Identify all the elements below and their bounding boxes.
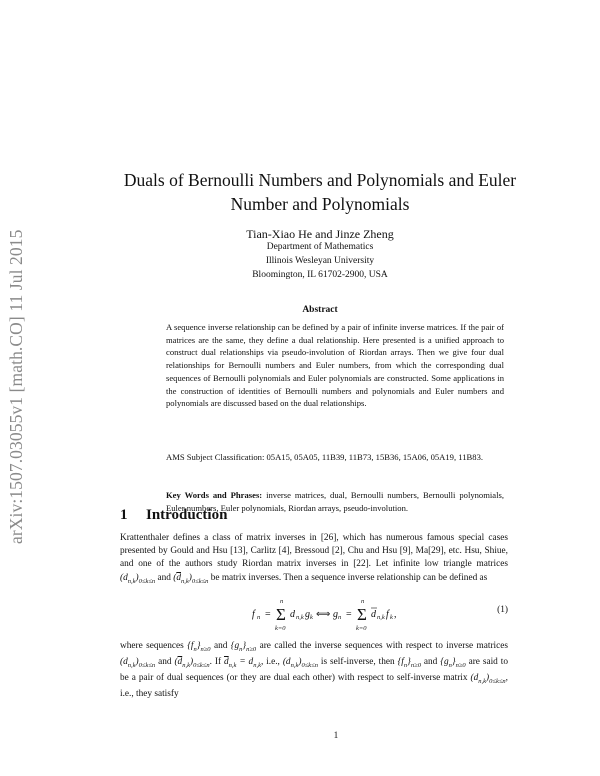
math-inline: $(\overline{d}_{n,k})_{0\le k\le n}$: [173, 572, 209, 585]
svg-text:Σ: Σ: [357, 605, 367, 624]
svg-text:n: n: [361, 598, 365, 605]
keywords-list: inverse matrices, dual, Bernoulli numbers, Bernoulli polynomials, Euler numbers, Euler polynomials, Riordan arrays, pseudo-involution.: [166, 490, 504, 513]
svg-text:,: ,: [394, 609, 397, 620]
section-title: Introduction: [146, 507, 228, 523]
affiliation-department: Department of Mathematics: [266, 242, 374, 252]
svg-text:f: f: [386, 609, 389, 620]
svg-text:f: f: [252, 609, 255, 620]
svg-text:g: g: [333, 609, 338, 620]
intro-text: are said to be a pair of dual sequences (or they are dual each other) with respect to self-inverse matrix: [120, 657, 508, 684]
intro-text: and: [155, 657, 175, 668]
math-inline: $(d_{n,k})_{0\le k\le n}$: [282, 657, 318, 669]
equation-number: (1): [497, 605, 508, 615]
paper-title: Duals of Bernoulli Numbers and Polynomials and Euler Number and Polynomials: [123, 170, 517, 214]
svg-text:n: n: [280, 598, 284, 605]
intro-text: and: [210, 641, 231, 651]
math-inline: $\{f_n\}_{n\ge 0}$: [397, 657, 421, 669]
svg-text:n: n: [257, 614, 261, 621]
keywords-label: Key Words and Phrases:: [166, 490, 263, 500]
abstract-heading: Abstract: [302, 305, 338, 315]
math-inline: $\{f_n\}_{n\ge 0}$: [187, 641, 211, 653]
intro-text: and: [155, 572, 174, 583]
svg-text:g: g: [305, 609, 310, 620]
section-number: 1: [120, 507, 128, 523]
intro-text: is self-inverse, then: [317, 657, 398, 668]
math-inline: $(d_{n,k})_{0\le k\le n}$: [470, 673, 506, 685]
intro-paragraph-1: [120, 532, 508, 588]
section-heading: [120, 507, 227, 524]
svg-text:d: d: [290, 609, 295, 620]
svg-text:k: k: [310, 614, 313, 621]
ams-classification: AMS Subject Classification: 05A15, 05A05, 11B39, 11B73, 15B36, 15A06, 05A19, 11B83.: [166, 452, 484, 462]
intro-text: be matrix inverses. Then a sequence inverse relationship can be defined as: [208, 572, 488, 583]
svg-text:Σ: Σ: [276, 605, 286, 624]
svg-text:d: d: [371, 609, 376, 620]
arxiv-margin-stamp: arXiv:1507.03055v1 [math.CO] 11 Jul 2015: [6, 229, 26, 544]
intro-text: are called the inverse sequences with respect to inverse matrices: [256, 641, 508, 651]
intro-text: , i.e., they satisfy: [120, 673, 508, 700]
svg-text:k=0: k=0: [356, 625, 367, 632]
math-inline: $(d_{n,k})_{0\le k\le n}$: [120, 657, 156, 669]
intro-paragraph-2: [120, 640, 508, 701]
affiliation-university: Illinois Wesleyan University: [265, 256, 375, 266]
svg-text:=: =: [346, 609, 352, 620]
intro-text: and: [420, 657, 441, 668]
math-inline: $(d_{n,k})_{0\le k\le n}$: [120, 572, 156, 585]
svg-text:n: n: [338, 614, 342, 621]
page-number: 1: [333, 731, 339, 741]
intro-text: , i.e.,: [260, 657, 283, 668]
equation-1: [250, 592, 400, 632]
svg-text:k: k: [390, 614, 393, 621]
math-inline: $\{g_n\}_{n\ge 0}$: [230, 641, 257, 653]
svg-text:=: =: [265, 609, 271, 620]
math-inline: $\{g_n\}_{n\ge 0}$: [440, 657, 466, 669]
svg-text:⟺: ⟺: [316, 609, 331, 620]
svg-text:n,k: n,k: [296, 614, 304, 621]
abstract-body: A sequence inverse relationship can be defined by a pair of infinite inverse matrices. If the pair of matrices are the same, they define a dual relationship. Here presented is a unified approach to construct dual relationships via pseudo-involution of Riordan arrays. Then we give four dual relationships for Bernoulli numbers and Euler numbers, from which the corresponding dual sequences of Bernoulli polynomials and Euler polynomials are constructed. Some applications in the construction of identities of Bernoulli numbers and polynomials and Euler numbers and polynomials are discussed based on the dual relationships.: [166, 322, 504, 409]
affiliation-address: Bloomington, IL 61702-2900, USA: [252, 270, 388, 280]
svg-text:n,k: n,k: [377, 614, 385, 621]
math-inline: $\overline{d}_{n,k} = d_{n,k}$: [223, 657, 261, 669]
authors: Tian-Xiao He and Jinze Zheng: [246, 227, 394, 241]
math-inline: $(\overline{d}_{n,k})_{0\le k\le n}$: [174, 657, 210, 669]
intro-text: Krattenthaler defines a class of matrix inverses in [26], which has numerous famous special cases presented by Gould and Hsu [13], Carlitz [4], Bressoud [2], Chu and Hsu [9], Ma[29], etc. Hsu, Shiue, and one of the authors study Riordan matrix inverses in [22]. Let infinite low triangle matrices: [120, 533, 508, 570]
svg-text:k=0: k=0: [275, 625, 286, 632]
intro-text: where sequences: [120, 641, 188, 651]
intro-text: . If: [209, 657, 224, 668]
